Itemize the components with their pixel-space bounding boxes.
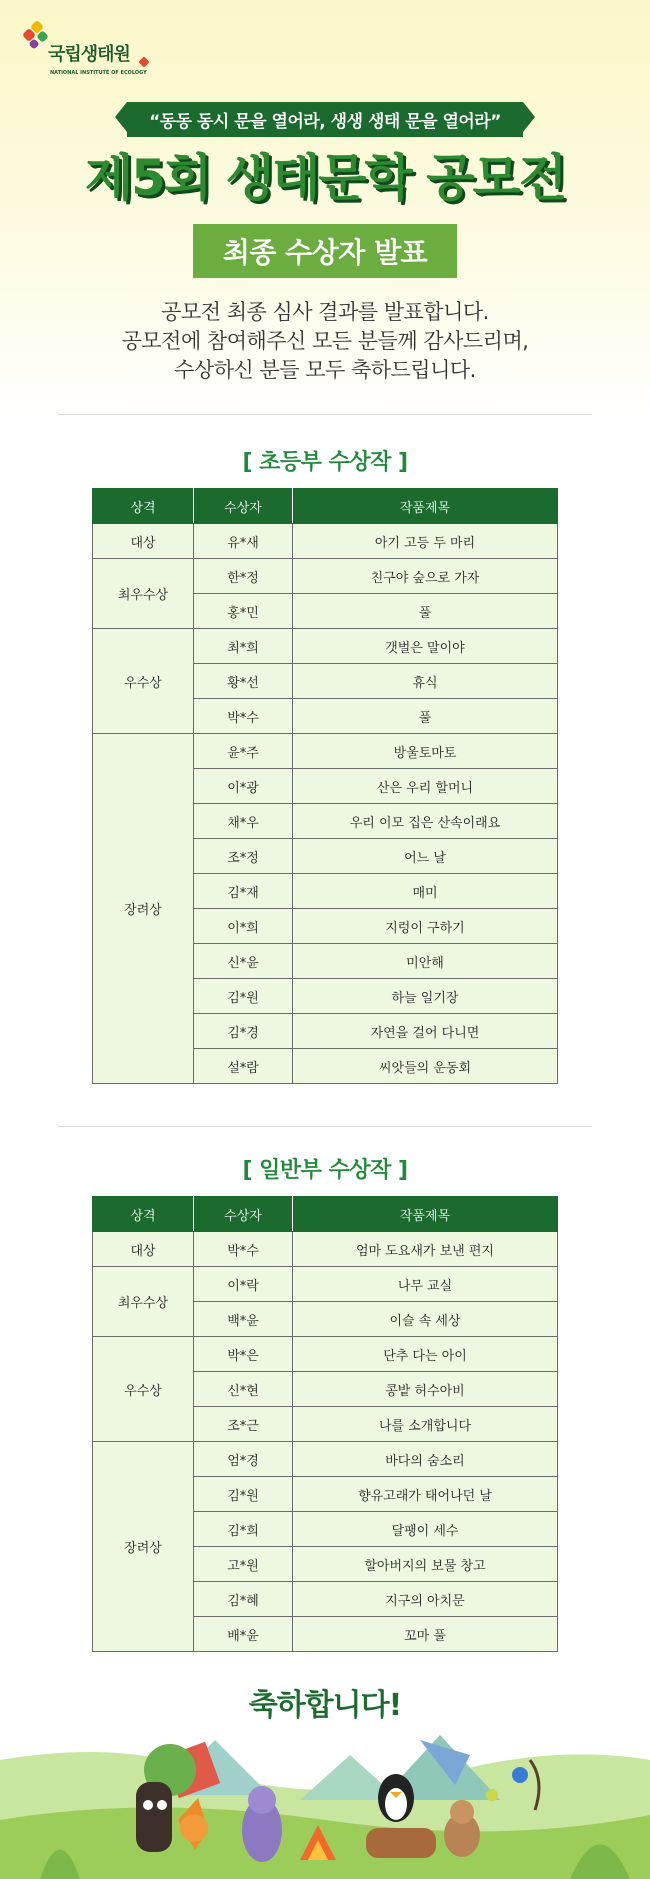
award-rank-cell: 장려상 [93,734,194,1084]
work-title-cell: 자연을 걸어 다니면 [293,1014,558,1049]
general-awards-table [92,1196,558,1652]
winner-name-cell: 채*우 [194,804,293,839]
work-title-cell: 산은 우리 할머니 [293,769,558,804]
winner-name-cell: 황*선 [194,664,293,699]
award-rank-cell: 장려상 [93,1442,194,1652]
table-row [93,1337,558,1372]
work-title-cell: 나를 소개합니다 [293,1407,558,1442]
forest-animals-illustration [0,1700,650,1879]
work-title-cell: 단추 다는 아이 [293,1337,558,1372]
work-title-cell: 꼬마 풀 [293,1617,558,1652]
work-title-cell: 휴식 [293,664,558,699]
work-title-cell: 나무 교실 [293,1267,558,1302]
work-title-cell: 하늘 일기장 [293,979,558,1014]
winner-name-cell: 김*희 [194,1512,293,1547]
work-title-cell: 할아버지의 보물 창고 [293,1547,558,1582]
elementary-awards-table [92,488,558,1084]
winner-name-cell: 신*윤 [194,944,293,979]
column-header-winner: 수상자 [194,489,293,524]
award-rank-cell: 우수상 [93,629,194,734]
winner-name-cell: 조*정 [194,839,293,874]
winner-name-cell: 윤*주 [194,734,293,769]
winner-name-cell: 김*혜 [194,1582,293,1617]
table-row [93,734,558,769]
award-rank-cell: 최우수상 [93,559,194,629]
column-header-work: 작품제목 [293,489,558,524]
logo-name: 국립생태원 [48,44,130,65]
work-title-cell: 바다의 숨소리 [293,1442,558,1477]
logo-subtitle: NATIONAL INSTITUTE OF ECOLOGY [50,70,147,76]
winner-name-cell: 유*새 [194,524,293,559]
work-title-cell: 아기 고등 두 마리 [293,524,558,559]
intro-text [0,298,650,385]
column-header-rank: 상격 [93,1197,194,1232]
award-rank-cell: 우수상 [93,1337,194,1442]
page-subtitle: 최종 수상자 발표 [193,224,457,278]
work-title-cell: 지렁이 구하기 [293,909,558,944]
divider [58,414,592,415]
elementary-section-title: [ 초등부 수상작 ] [242,450,408,475]
work-title-cell: 어느 날 [293,839,558,874]
table-row [93,524,558,559]
winner-name-cell: 배*윤 [194,1617,293,1652]
work-title-cell: 콩밭 허수아비 [293,1372,558,1407]
work-title-cell: 향유고래가 태어나던 날 [293,1477,558,1512]
winner-name-cell: 최*희 [194,629,293,664]
work-title-cell: 엄마 도요새가 보낸 편지 [293,1232,558,1267]
winner-name-cell: 조*근 [194,1407,293,1442]
winner-name-cell: 고*원 [194,1547,293,1582]
winner-name-cell: 김*재 [194,874,293,909]
winner-name-cell: 박*수 [194,1232,293,1267]
winner-name-cell: 이*희 [194,909,293,944]
winner-name-cell: 박*수 [194,699,293,734]
column-header-rank: 상격 [93,489,194,524]
winner-name-cell: 홍*민 [194,594,293,629]
work-title-cell: 풀 [293,699,558,734]
column-header-work: 작품제목 [293,1197,558,1232]
table-row [93,1442,558,1477]
award-rank-cell: 대상 [93,524,194,559]
work-title-cell: 미안해 [293,944,558,979]
intro-line: 공모전에 참여해주신 모든 분들께 감사드리며, [121,329,529,353]
winner-name-cell: 김*경 [194,1014,293,1049]
winner-name-cell: 김*원 [194,979,293,1014]
winner-name-cell: 박*은 [194,1337,293,1372]
work-title-cell: 방울토마토 [293,734,558,769]
page-title: 제5회 생태문학 공모전 [84,149,566,207]
work-title-cell: 우리 이모 집은 산속이래요 [293,804,558,839]
award-rank-cell: 최우수상 [93,1267,194,1337]
award-rank-cell: 대상 [93,1232,194,1267]
winner-name-cell: 한*정 [194,559,293,594]
table-row [93,1232,558,1267]
congrats-text: 축하합니다! [248,1688,402,1723]
winner-name-cell: 설*람 [194,1049,293,1084]
work-title-cell: 지구의 아치문 [293,1582,558,1617]
work-title-cell: 풀 [293,594,558,629]
work-title-cell: 갯벌은 말이야 [293,629,558,664]
winner-name-cell: 백*윤 [194,1302,293,1337]
winner-name-cell: 엄*경 [194,1442,293,1477]
table-row [93,629,558,664]
table-row [93,559,558,594]
work-title-cell: 씨앗들의 운동회 [293,1049,558,1084]
column-header-winner: 수상자 [194,1197,293,1232]
winner-name-cell: 이*광 [194,769,293,804]
winner-name-cell: 김*원 [194,1477,293,1512]
divider [58,1126,592,1127]
logo [22,20,162,80]
work-title-cell: 친구야 숲으로 가자 [293,559,558,594]
intro-line: 수상하신 분들 모두 축하드립니다. [174,358,476,382]
table-row [93,1267,558,1302]
intro-line: 공모전 최종 심사 결과를 발표합니다. [161,300,489,324]
work-title-cell: 매미 [293,874,558,909]
winner-name-cell: 신*현 [194,1372,293,1407]
winner-name-cell: 이*락 [194,1267,293,1302]
tagline: “동동 동시 문을 열어라, 생생 생태 문을 열어라” [127,102,523,137]
logo-accent-icon [138,56,149,67]
work-title-cell: 달팽이 세수 [293,1512,558,1547]
general-section-title: [ 일반부 수상작 ] [242,1158,408,1183]
work-title-cell: 이슬 속 세상 [293,1302,558,1337]
